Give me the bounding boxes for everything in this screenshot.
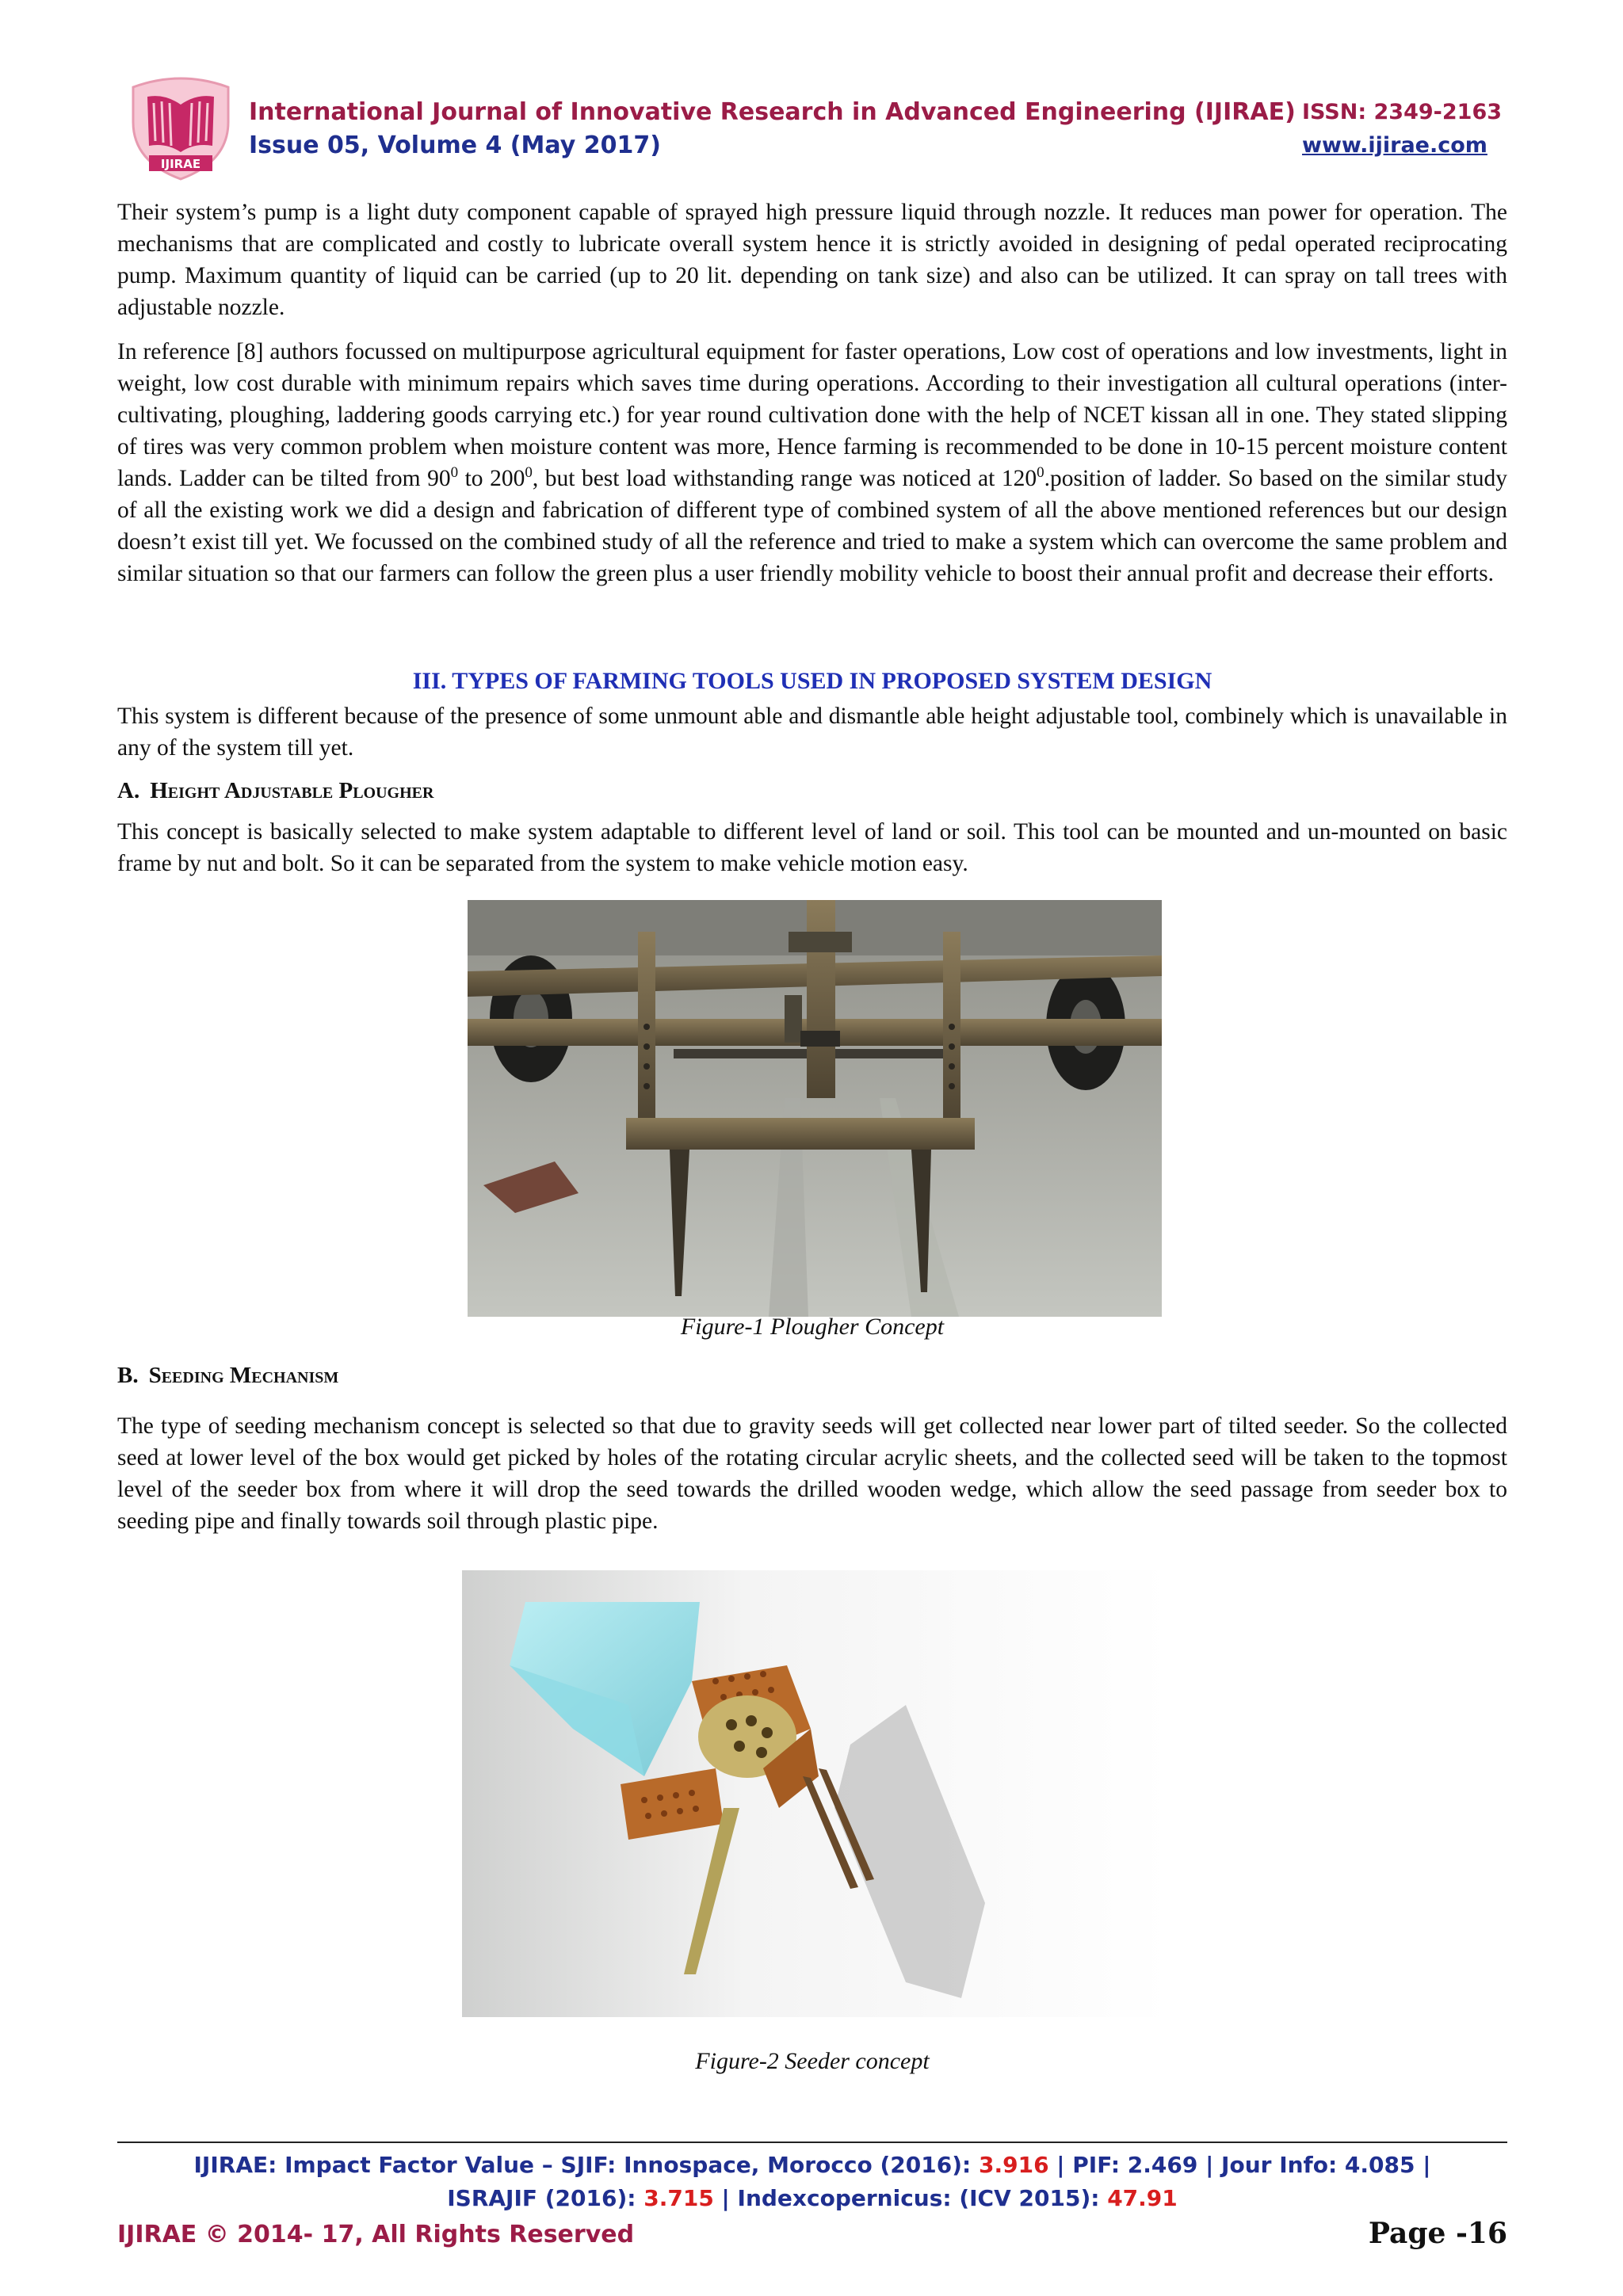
ijirae-logo — [117, 73, 244, 184]
paragraph-seeding: The type of seeding mechanism concept is selected so that due to gravity seeds will get collected near lower part of tilted seeder. So the collected seed at lower level of the box would get picked by holes of the rotating circular acrylic sheets, and the collected seed will be taken to the topmost level of the seeder box from where it will drop the seed towards the drilled wooden wedge, which allow the seed passage from seeder box to seeding pipe and finally towards soil through plastic pipe. — [117, 1413, 1507, 1534]
plougher-photo — [468, 900, 1162, 1317]
figure-2-caption: Figure-2 Seeder concept — [695, 2048, 930, 2074]
website-link[interactable]: www.ijirae.com — [1302, 133, 1487, 158]
subsection-b-heading: B. Seeding Mechanism — [117, 1363, 339, 1388]
issn: ISSN: 2349-2163 — [1302, 100, 1503, 124]
section-heading: III. TYPES OF FARMING TOOLS USED IN PROPOSED SYSTEM DESIGN — [412, 668, 1212, 694]
page-number: Page -16 — [1368, 2217, 1507, 2250]
copyright: IJIRAE © 2014- 17, All Rights Reserved — [117, 2221, 635, 2248]
seeder-render — [462, 1570, 1169, 2017]
figure-1-caption: Figure-1 Plougher Concept — [680, 1314, 945, 1340]
paragraph-plougher: This concept is basically selected to make system adaptable to different level of land or soil. This tool can be mounted and un-mounted on basic frame by nut and bolt. So it can be separated from the system to make vehicle motion easy. — [117, 819, 1507, 876]
journal-title: International Journal of Innovative Research in Advanced Engineering (IJIRAE) — [249, 98, 1296, 126]
subsection-a-heading: A. Height Adjustable Plougher — [117, 778, 434, 803]
issue-info: Issue 05, Volume 4 (May 2017) — [249, 132, 661, 159]
logo-text: IJIRAE — [160, 157, 201, 171]
paragraph-pump: Their system’s pump is a light duty component capable of sprayed high pressure liquid through nozzle. It reduces man power for operation. The mechanisms that are complicated and costly to lubricate overall system hence it is strictly avoided in designing of pedal operated reciprocating pump. Maximum quantity of liquid can be carried (up to 20 lit. depending on tank size) and also can be utilized. It can spray on tall trees with adjustable nozzle. — [117, 200, 1507, 320]
footer-impact-line-2: ISRAJIF (2016): 3.715 | Indexcopernicus: (ICV 2015): 47.91 — [447, 2185, 1178, 2211]
paragraph-reference-8: In reference [8] authors focussed on multipurpose agricultural equipment for faster operations, Low cost of operations and low investments, light in weight, low cost durable with minimum repairs which saves time during operations. According to their investigation all cultural operations (inter-cultivating, ploughing, laddering goods carrying etc.) for year round cultivation done with the help of NCET kissan all in one. They stated slipping of tires was very common problem when moisture content was more, Hence farming is recommended to be done in 10-15 percent moisture content lands. Ladder can be tilted from $90^0$ to $200^0$, but best load withstanding range was noticed at $120^0.position$ of ladder. So based on the similar study of all the existing work we did a design and fabrication of different type of combined system of all the above mentioned references but our design doesn’t exist till yet. We focussed on the combined study of all the reference and tried to make a system which can overcome the same problem and similar situation so that our farmers can follow the green plus a user friendly mobility vehicle to boost their annual profit and decrease their efforts. — [117, 339, 1507, 586]
footer-impact-line-1: IJIRAE: Impact Factor Value – SJIF: Innospace, Morocco (2016): 3.916 | PIF: 2.469 | Jour Info: 4.085 | — [193, 2152, 1431, 2178]
paragraph-system-difference: This system is different because of the presence of some unmount able and dismantle able height adjustable tool, combinely which is unavailable in any of the system till yet. — [117, 704, 1507, 761]
footer-divider — [117, 2142, 1507, 2143]
